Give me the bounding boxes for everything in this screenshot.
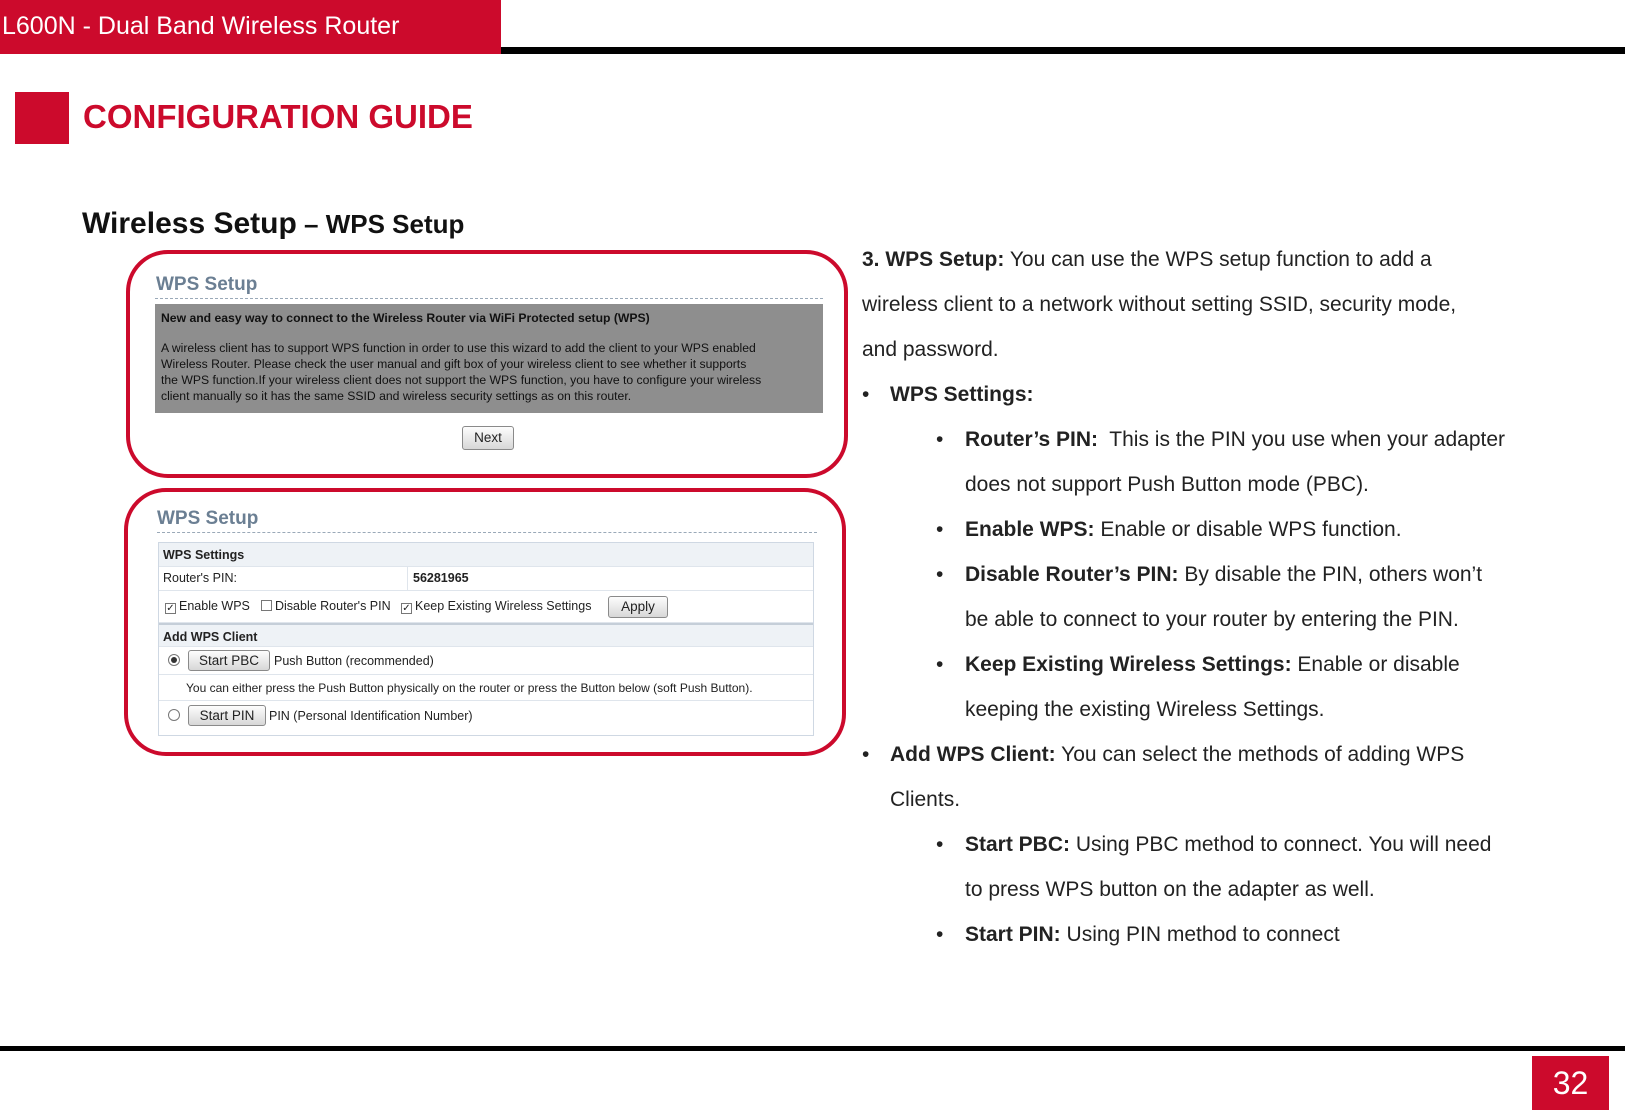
desc-start-pbc-line2: to press WPS button on the adapter as well.	[965, 878, 1375, 901]
wps-settings-term: WPS Settings:	[890, 383, 1034, 406]
intro-line: the WPS function.If your wireless client does not support the WPS function, you have to configure your wireless	[161, 373, 762, 387]
start-pin-term: Start PIN:	[965, 923, 1061, 946]
section-title-sub: WPS Setup	[325, 209, 465, 239]
wps-settings-section: WPS Settings	[159, 543, 813, 567]
wps-intro-heading: WPS Setup	[156, 274, 258, 295]
disable-pin-checkbox[interactable]	[261, 600, 272, 611]
add-wps-client-section: Add WPS Client	[159, 623, 813, 647]
page-number: 32	[1552, 1065, 1589, 1101]
disable-pin-term: Disable Router’s PIN:	[965, 563, 1179, 586]
apply-button[interactable]: Apply	[608, 596, 668, 618]
desc-intro-text: You can use the WPS setup function to add a	[1004, 248, 1432, 271]
intro-line: client manually so it has the same SSID and wireless security settings as on this router.	[161, 389, 632, 403]
start-pin-text: Using PIN method to connect	[1060, 923, 1340, 946]
start-pbc-text: Using PBC method to connect. You will need	[1070, 833, 1492, 856]
bullet: •	[936, 923, 944, 946]
heading-divider	[155, 298, 823, 299]
section-title-main: Wireless Setup	[82, 207, 297, 240]
routers-pin-label: Router's PIN:	[163, 571, 237, 585]
start-pbc-term: Start PBC:	[965, 833, 1071, 856]
desc-wps-settings	[890, 372, 1034, 417]
desc-intro-term: 3. WPS Setup:	[862, 248, 1005, 271]
product-title: L600N - Dual Band Wireless Router	[2, 12, 400, 40]
desc-disable-pin-line2: be able to connect to your router by entering the PIN.	[965, 608, 1459, 631]
enable-wps-term: Enable WPS:	[965, 518, 1095, 541]
enable-wps-label: Enable WPS	[179, 599, 250, 613]
footer-rule	[0, 1046, 1625, 1051]
section-title-sep: –	[296, 209, 326, 239]
wps-settings-heading: WPS Setup	[157, 508, 259, 529]
wps-intro-box	[155, 304, 823, 413]
add-client-term: Add WPS Client:	[890, 743, 1056, 766]
enable-wps-text: Enable or disable WPS function.	[1094, 518, 1402, 541]
bullet: •	[936, 563, 944, 586]
keep-text: Enable or disable	[1291, 653, 1460, 676]
desc-intro-line2: wireless client to a network without setting SSID, security mode,	[862, 293, 1457, 316]
add-client-text: You can select the methods of adding WPS	[1055, 743, 1465, 766]
start-pin-row	[159, 701, 813, 735]
pbc-radio[interactable]	[168, 654, 180, 666]
disable-pin-label: Disable Router's PIN	[275, 599, 391, 613]
desc-keep-line2: keeping the existing Wireless Settings.	[965, 698, 1325, 721]
wps-settings-screenshot	[124, 488, 846, 756]
intro-lead: New and easy way to connect to the Wireless Router via WiFi Protected setup (WPS)	[161, 311, 650, 325]
bullet: •	[936, 833, 944, 856]
enable-wps-option[interactable]	[165, 599, 250, 614]
intro-line: Wireless Router. Please check the user manual and gift box of your wireless client to see whether it supports	[161, 357, 747, 371]
routers-pin-term: Router’s PIN:	[965, 428, 1099, 451]
keep-settings-option[interactable]	[401, 599, 591, 614]
desc-enable-wps	[965, 507, 1402, 552]
start-pin-button[interactable]: Start PIN	[188, 705, 266, 726]
desc-keep-line1	[965, 642, 1460, 687]
pin-description: PIN (Personal Identification Number)	[269, 709, 473, 723]
pbc-note: You can either press the Push Button physically on the router or press the Button below (soft Push Button).	[186, 681, 753, 695]
routers-pin-row	[159, 567, 813, 591]
section-title	[82, 206, 464, 242]
desc-start-pin	[965, 912, 1340, 957]
guide-title: CONFIGURATION GUIDE	[83, 98, 473, 135]
desc-start-pbc-line1	[965, 822, 1491, 867]
start-pbc-row	[159, 647, 813, 675]
desc-add-client-line1	[890, 732, 1464, 777]
enable-wps-checkbox[interactable]: ✓	[166, 603, 175, 614]
bullet: •	[936, 518, 944, 541]
pin-radio[interactable]	[168, 709, 180, 721]
disable-pin-option[interactable]	[261, 599, 391, 613]
cell-divider	[407, 567, 408, 591]
wps-settings-table	[158, 542, 814, 736]
desc-intro-line3: and password.	[862, 338, 999, 361]
desc-disable-pin-line1	[965, 552, 1482, 597]
bullet: •	[936, 428, 944, 451]
heading-divider	[157, 532, 817, 533]
desc-routers-pin-line2: does not support Push Button mode (PBC).	[965, 473, 1369, 496]
keep-settings-checkbox[interactable]: ✓	[402, 603, 411, 614]
desc-add-client-line2: Clients.	[890, 788, 961, 811]
bullet: •	[862, 383, 870, 406]
desc-routers-pin-line1	[965, 417, 1505, 462]
routers-pin-value: 56281965	[413, 571, 469, 585]
disable-pin-text: By disable the PIN, others won’t	[1178, 563, 1483, 586]
keep-term: Keep Existing Wireless Settings:	[965, 653, 1292, 676]
keep-settings-label: Keep Existing Wireless Settings	[415, 599, 592, 613]
pbc-description: Push Button (recommended)	[274, 654, 434, 668]
wps-intro-screenshot	[126, 250, 848, 478]
guide-marker	[15, 92, 69, 144]
wps-options-row	[159, 591, 813, 623]
pbc-note-row	[159, 675, 813, 701]
desc-intro-line1	[862, 237, 1432, 282]
bullet: •	[862, 743, 870, 766]
start-pbc-button[interactable]: Start PBC	[188, 650, 270, 671]
routers-pin-text: This is the PIN you use when your adapter	[1098, 428, 1506, 451]
bullet: •	[936, 653, 944, 676]
intro-line: A wireless client has to support WPS function in order to use this wizard to add the client to your WPS enabled	[161, 341, 756, 355]
next-button[interactable]: Next	[462, 426, 514, 450]
header-rule	[501, 47, 1625, 54]
